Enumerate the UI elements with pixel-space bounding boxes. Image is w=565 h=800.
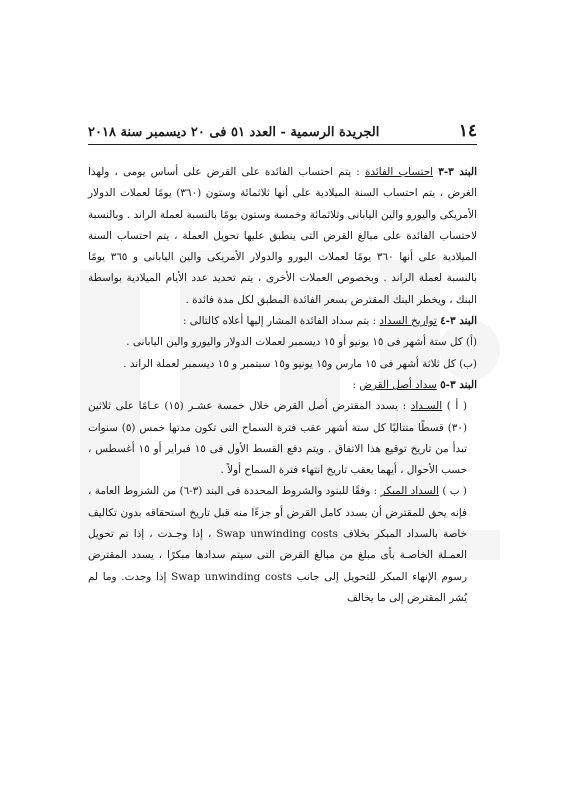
clause-3-3-text: : يتم احتساب الفائدة على القرض على أساس يومى ، ولهذا الغرض ، يتم احتساب السنة الميلادية على أنها ثلاثمائة وستون (٣٦٠) يومًا لعملات الدولار الأمريكى واليورو والين اليابانى وثلاثمائة وخمسة وستون يومًا بالنسبة لعملة الراند . وبالنسبة لاحتساب الفائدة على مبالغ القرض التى ينطبق عليها تحويل العملة ، يتم احتساب السنة الميلادية على أنها ٣٦٠ يومًا لعملات اليورو والدولار الأمريكى والين اليابانى و ٣٦٥ يومًا بالنسبة لعملة الراند . وبخصوص العملات الأخرى ، يتم تحديد عدد الأيام الميلادية بواسطة البنك ، ويخطر البنك المقترض بسعر الفائدة المطبق لكل مدة فائدة . <box>88 166 477 306</box>
clause-3-5-heading: سداد أصل القرض <box>359 378 437 391</box>
clause-3-4-item-b: (ب) كل ثلاثة أشهر فى ١٥ مارس و١٥ يونيو و١٥ سبتمبر و ١٥ ديسمبر لعملة الراند . <box>123 357 477 370</box>
clause-3-5-b-label: ( ب ) <box>438 485 467 498</box>
gazette-title: الجريدة الرسمية - العدد ٥١ فى ٢٠ ديسمبر سنة ٢٠١٨ <box>88 125 380 140</box>
clause-3-3-label: البند ٣-٣ <box>438 166 477 178</box>
clause-3-5-b-text: : وفقًا للبنود والشروط المحددة فى البند (٣-٦) من الشروط العامة ، فإنه يحق للمقترض أن يسدد كامل القرض أو جزءًا منه قبل تاريخ استحقاقه بدون تكاليف خاصة بالسداد المبكر بخلاف Swap unwinding costs ، إذا وجـدت ، إذا تم تحويل العمـلة الخاصـة بأى مبلغ من مبالغ القرض التى سيتم سدادها مبكرًا ، يسدد المقترض رسوم الإنهاء المبكر للتحويل إلى جانب Swap unwinding costs إذا وجدت. وما لم يُشر المقترض إلى ما يخالف <box>88 485 467 604</box>
document-body <box>88 162 477 609</box>
clause-3-4 <box>88 311 477 332</box>
clause-3-5-b-heading: السداد المبكر <box>380 485 439 498</box>
clause-3-5 <box>88 375 477 396</box>
clause-3-5-label: البند ٣-٥ <box>440 378 477 391</box>
clause-3-3-heading: احتساب الفائدة <box>364 166 434 178</box>
clause-3-5-a-text: : يسدد المقترض أصل القرض خلال خمسة عشـر (١٥) عـامًا على ثلاثين (٣٠) قسطًا متتاليًا كل ستة أشهر عقب فترة السماح التى تكون مدتها خمس (٥) سنوات تبدأ من تاريخ توقيع هذا الاتفاق . ويتم دفع القسط الأول فى ١٥ فبراير أو ١٥ أغسطس ، حسب الأحوال ، أيهما يعقب تاريخ انتهاء فترة السماح أولاً . <box>88 400 467 477</box>
clause-3-3 <box>88 162 477 311</box>
clause-3-5-colon: : <box>352 378 360 391</box>
clause-3-4-label: البند ٣-٤ <box>440 315 477 328</box>
clause-3-5-a <box>88 396 467 481</box>
clause-3-4-text: : يتم سداد الفائدة المشار إليها أعلاه كالتالى : <box>183 315 380 328</box>
page-header <box>88 110 477 145</box>
clause-3-5-b <box>88 481 467 609</box>
clause-3-4-item-a: (أ) كل ستة أشهر فى ١٥ يونيو أو ١٥ ديسمبر لعملات الدولار واليورو والين اليابانى . <box>126 336 477 349</box>
clause-3-5-a-label: ( أ ) <box>442 400 467 413</box>
page-number: ١٤ <box>458 121 477 141</box>
clause-3-4-heading: تواريخ السداد <box>379 315 437 328</box>
clause-3-5-a-heading: السـداد <box>410 400 443 413</box>
